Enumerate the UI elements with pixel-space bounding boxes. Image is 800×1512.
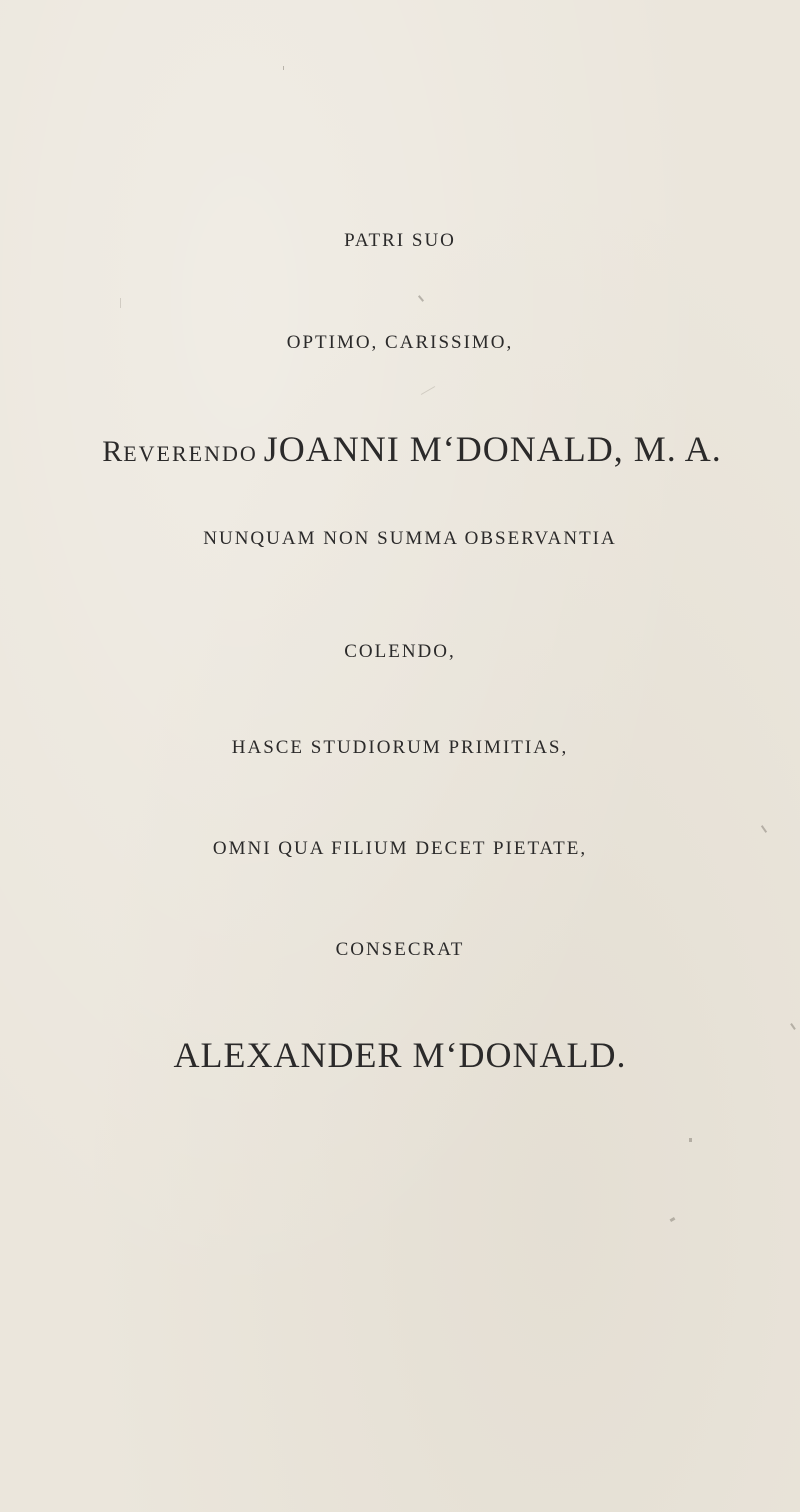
paper-speck: [283, 66, 284, 70]
reverendo-rest: EVERENDO: [123, 441, 258, 466]
dedication-line-optimo: OPTIMO, CARISSIMO,: [286, 332, 514, 353]
paper-speck: [421, 386, 435, 395]
paper-speck: [670, 1217, 676, 1222]
dedication-line-reverendo: [12, 428, 800, 470]
dedication-line-colendo: COLENDO,: [344, 641, 456, 662]
paper-speck: [120, 298, 121, 308]
paper-speck: [761, 825, 767, 833]
dedication-line-consecrat: CONSECRAT: [335, 939, 465, 960]
paper-speck: [790, 1023, 796, 1030]
dedication-line-nunquam: NUNQUAM NON SUMMA OBSERVANTIA: [203, 528, 617, 549]
paper-speck: [418, 295, 424, 302]
recipient-name: JOANNI M‘DONALD, M. A.: [263, 429, 722, 469]
dedication-line-omni: OMNI QUA FILIUM DECET PIETATE,: [212, 838, 588, 859]
author-name: ALEXANDER M‘DONALD.: [173, 1035, 627, 1075]
dedication-line-patri-suo: PATRI SUO: [344, 230, 456, 251]
dedication-line-hasce: HASCE STUDIORUM PRIMITIAS,: [231, 737, 569, 758]
paper-speck: [689, 1138, 692, 1142]
reverendo-initial: R: [102, 435, 124, 468]
